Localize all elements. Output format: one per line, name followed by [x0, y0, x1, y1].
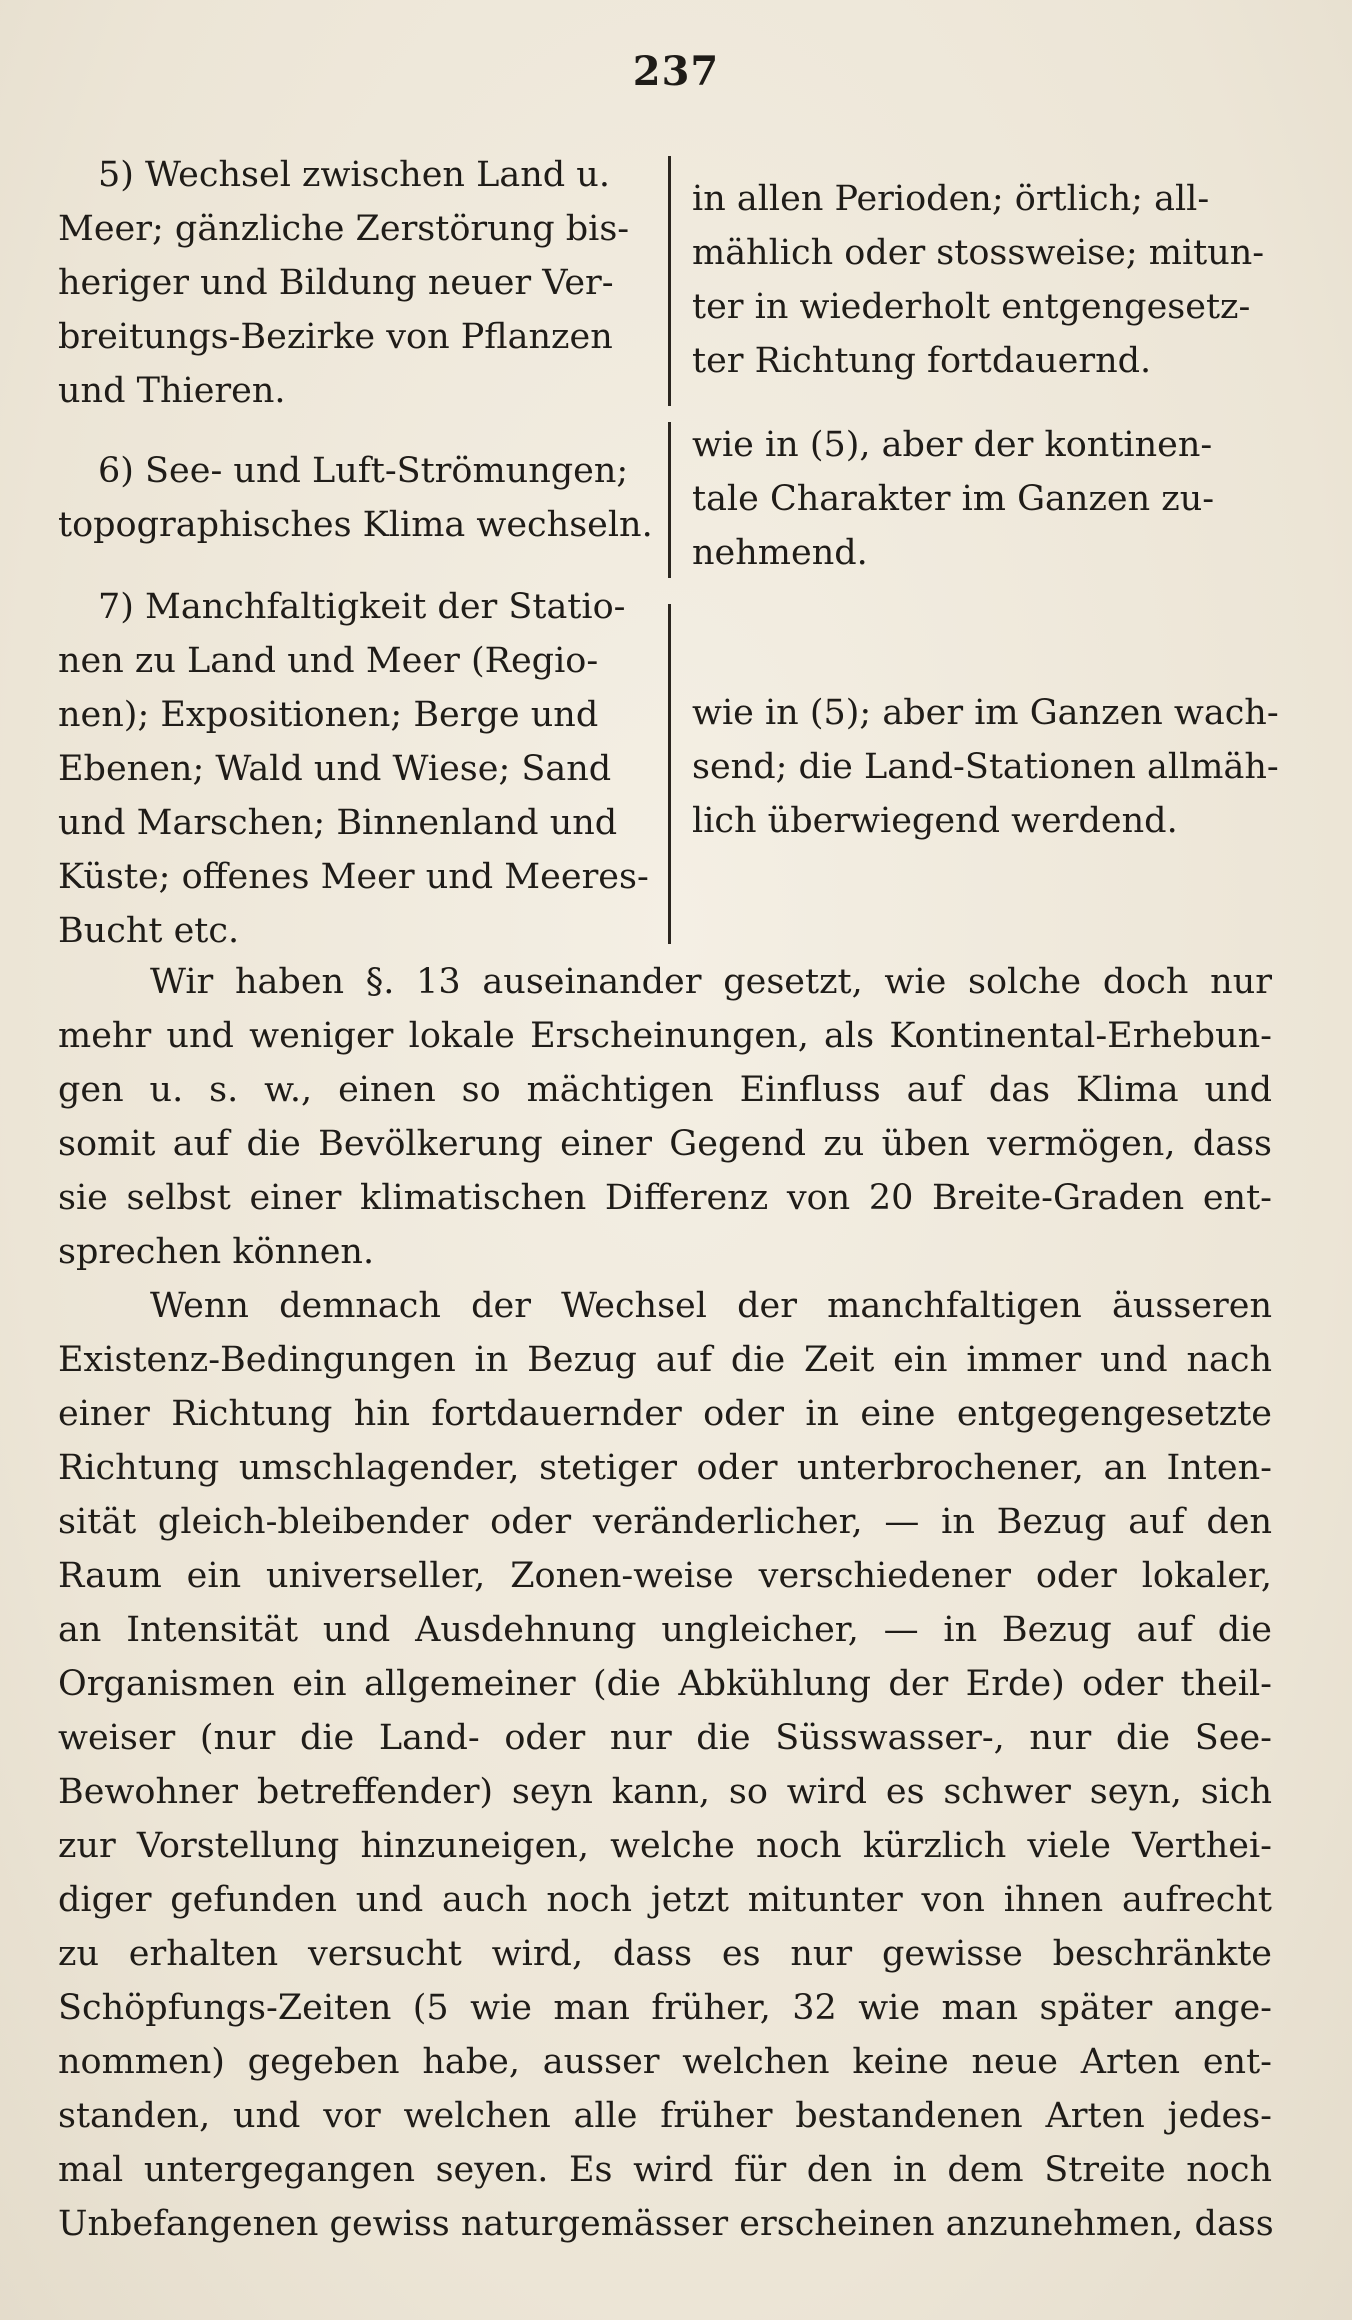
text-line: Bewohner betreffender) seyn kann, so wird es schwer seyn, sich [58, 1772, 1272, 1812]
text-line: sität gleich-bleibender oder veränderlicher, — in Bezug auf den [58, 1502, 1272, 1542]
text-line: Organismen ein allgemeiner (die Abkühlung der Erde) oder theil- [58, 1664, 1272, 1704]
table-right-cell [692, 686, 1279, 848]
text-line: und Thieren. [58, 371, 286, 411]
text-line: topographisches Klima wechseln. [58, 505, 653, 545]
table-right-cell [692, 172, 1272, 388]
text-line: Ebenen; Wald und Wiese; Sand [58, 749, 612, 789]
text-line: tale Charakter im Ganzen zu- [692, 479, 1215, 519]
text-line: Schöpfungs-Zeiten (5 wie man früher, 32 wie man später ange- [58, 1988, 1272, 2028]
text-line: nen); Expositionen; Berge und [58, 695, 599, 735]
text-line: wie in (5), aber der kontinen- [692, 425, 1213, 465]
text-line: an Intensität und Ausdehnung ungleicher, — in Bezug auf die [58, 1610, 1272, 1650]
text-line: und Marschen; Binnenland und [58, 803, 618, 843]
page-number: 237 [632, 48, 720, 95]
text-line: 7) Manchfaltigkeit der Statio- [98, 587, 626, 627]
brace [668, 422, 687, 578]
text-line: sie selbst einer klimatischen Differenz von 20 Breite-Graden ent- [58, 1178, 1272, 1218]
text-line: Küste; offenes Meer und Meeres- [58, 857, 649, 897]
text-line: Richtung umschlagender, stetiger oder unterbrochener, an Inten- [58, 1448, 1272, 1488]
text-line: weiser (nur die Land- oder nur die Süsswasser-, nur die See- [58, 1718, 1272, 1758]
text-line: somit auf die Bevölkerung einer Gegend zu üben vermögen, dass [58, 1124, 1272, 1164]
table-left-cell [58, 148, 658, 418]
text-line: nommen) gegeben habe, ausser welchen keine neue Arten ent- [58, 2042, 1272, 2082]
text-line: Wir haben §. 13 auseinander gesetzt, wie solche doch nur [150, 962, 1272, 1002]
text-line: standen, und vor welchen alle früher bestandenen Arten jedes- [58, 2096, 1272, 2136]
text-line: in allen Perioden; örtlich; all- [692, 179, 1210, 219]
brace [668, 604, 687, 944]
text-line: zu erhalten versucht wird, dass es nur gewisse beschränkte [58, 1934, 1272, 1974]
paragraph [58, 955, 1272, 1279]
text-line: lich überwiegend werdend. [692, 801, 1178, 841]
text-line: Unbefangenen gewiss naturgemässer erscheinen anzunehmen, dass [58, 2204, 1274, 2244]
text-line: heriger und Bildung neuer Ver- [58, 263, 614, 303]
text-line: send; die Land-Stationen allmäh- [692, 747, 1279, 787]
table-left-cell [58, 580, 658, 958]
text-line: diger gefunden und auch noch jetzt mitunter von ihnen aufrecht [58, 1880, 1272, 1920]
body-text [58, 955, 1272, 2251]
text-line: mählich oder stossweise; mitun- [692, 233, 1265, 273]
text-line: nen zu Land und Meer (Regio- [58, 641, 599, 681]
text-line: mal untergegangen seyen. Es wird für den in dem Streite noch [58, 2150, 1272, 2190]
table-right-cell [692, 418, 1272, 580]
brace [668, 156, 687, 406]
text-line: einer Richtung hin fortdauernder oder in eine entgegengesetzte [58, 1394, 1272, 1434]
text-line: Raum ein universeller, Zonen-weise verschiedener oder lokaler, [58, 1556, 1272, 1596]
text-line: gen u. s. w., einen so mächtigen Einfluss auf das Klima und [58, 1070, 1272, 1110]
text-line: 5) Wechsel zwischen Land u. [98, 155, 610, 195]
table-left-cell [58, 444, 658, 552]
text-line: breitungs-Bezirke von Pflanzen [58, 317, 613, 357]
text-line: ter in wiederholt entgengesetz- [692, 287, 1251, 327]
text-line: zur Vorstellung hinzuneigen, welche noch kürzlich viele Verthei- [58, 1826, 1272, 1866]
text-line: Existenz-Bedingungen in Bezug auf die Zeit ein immer und nach [58, 1340, 1272, 1380]
text-line: mehr und weniger lokale Erscheinungen, als Kontinental-Erhebun- [58, 1016, 1272, 1056]
text-line: wie in (5); aber im Ganzen wach- [692, 693, 1279, 733]
text-line: sprechen können. [58, 1232, 375, 1272]
text-line: ter Richtung fortdauernd. [692, 341, 1152, 381]
text-line: Wenn demnach der Wechsel der manchfaltigen äusseren [150, 1286, 1272, 1326]
paragraph [58, 1279, 1272, 2251]
text-line: Meer; gänzliche Zerstörung bis- [58, 209, 630, 249]
text-line: Bucht etc. [58, 911, 240, 951]
text-line: nehmend. [692, 533, 868, 573]
text-line: 6) See- und Luft-Strömungen; [98, 451, 629, 491]
